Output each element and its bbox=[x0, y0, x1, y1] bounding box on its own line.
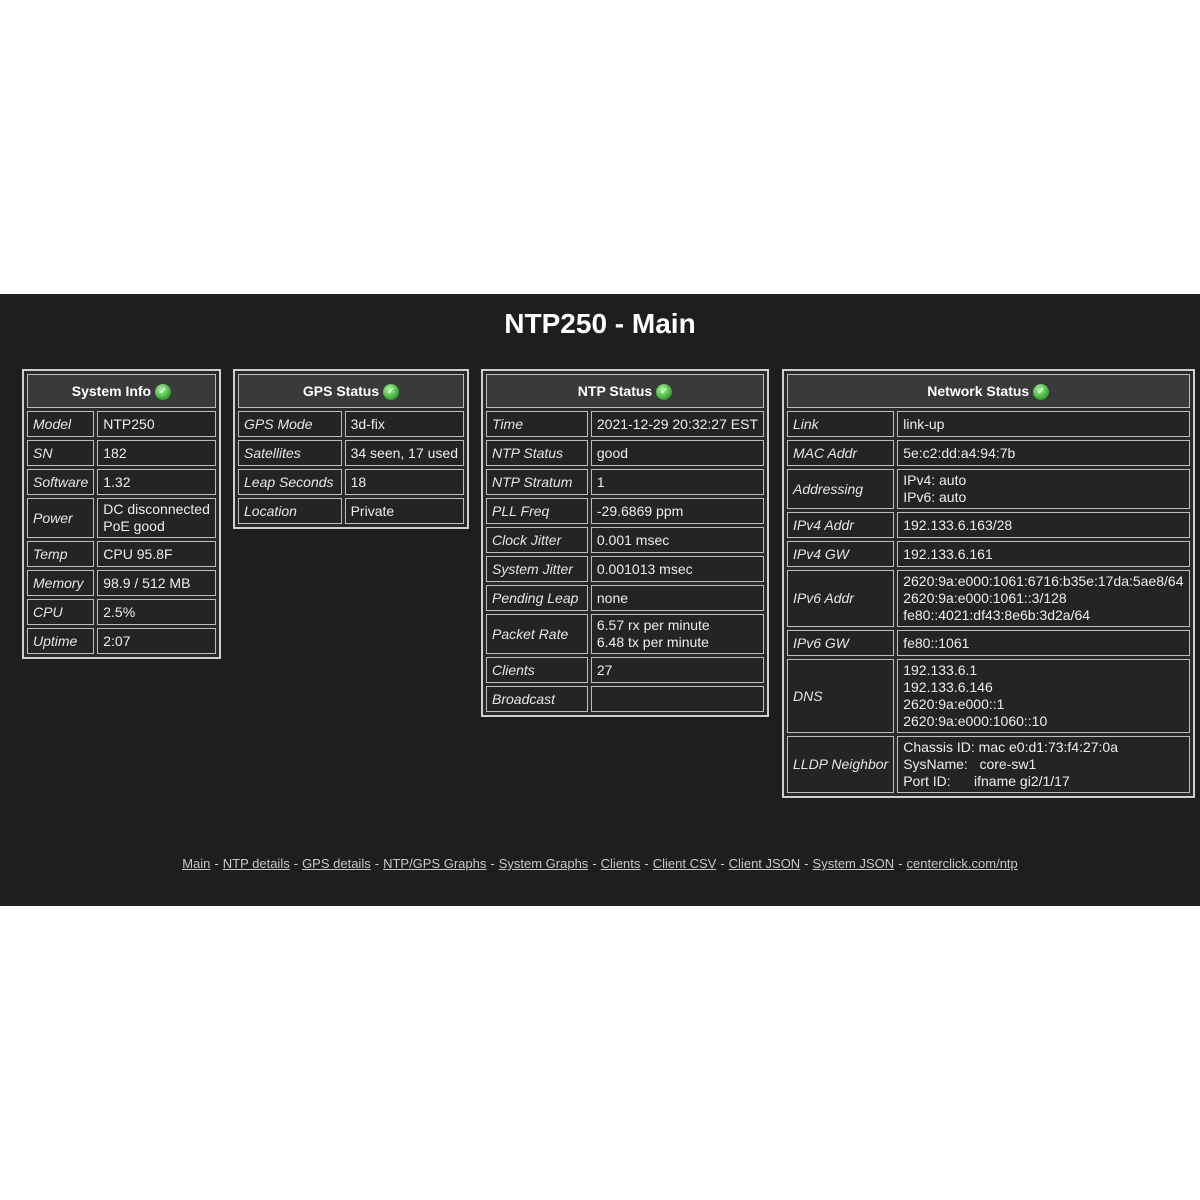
value-line: NTP250 bbox=[103, 415, 155, 432]
row-value-sn bbox=[97, 440, 216, 466]
footer-link-ntp-gps-graphs[interactable]: NTP/GPS Graphs bbox=[383, 856, 487, 871]
table-row bbox=[27, 628, 216, 654]
row-value-leap-seconds bbox=[345, 469, 464, 495]
row-value-satellites bbox=[345, 440, 464, 466]
table-row bbox=[27, 541, 216, 567]
row-value-temp bbox=[97, 541, 216, 567]
row-label-pending-leap: Pending Leap bbox=[486, 585, 588, 611]
value-line: none bbox=[596, 589, 629, 606]
value-line: Private bbox=[350, 502, 395, 519]
table-row bbox=[787, 736, 1190, 793]
footer-separator: - bbox=[490, 856, 495, 871]
value-line: 2620:9a:e000:1060::10 bbox=[903, 713, 1048, 729]
row-value-ntp-stratum bbox=[591, 469, 764, 495]
footer-separator: - bbox=[374, 856, 380, 871]
row-label-uptime: Uptime bbox=[27, 628, 94, 654]
row-label-power: Power bbox=[27, 498, 94, 538]
table-row bbox=[486, 556, 764, 582]
footer-link-clients[interactable]: Clients bbox=[600, 856, 641, 871]
row-label-system-jitter: System Jitter bbox=[486, 556, 588, 582]
row-value-model bbox=[97, 411, 216, 437]
table-row bbox=[787, 659, 1190, 733]
row-value-broadcast bbox=[591, 686, 764, 712]
status-ok-icon: ✓ bbox=[155, 384, 171, 400]
footer-link-centerclick-com-ntp[interactable]: centerclick.com/ntp bbox=[906, 856, 1018, 871]
value-line: 192.133.6.163/28 bbox=[903, 516, 1013, 533]
value-line: 5e:c2:dd:a4:94:7b bbox=[903, 444, 1016, 461]
row-value-ipv6-gw bbox=[897, 630, 1189, 656]
footer-link-gps-details[interactable]: GPS details bbox=[302, 856, 371, 871]
value-line: 2:07 bbox=[103, 632, 131, 649]
value-line: 1 bbox=[596, 473, 605, 490]
row-label-clients: Clients bbox=[486, 657, 588, 683]
row-label-ipv4-addr: IPv4 Addr bbox=[787, 512, 894, 538]
row-label-time: Time bbox=[486, 411, 588, 437]
row-label-location: Location bbox=[238, 498, 342, 524]
table-row bbox=[27, 599, 216, 625]
value-line: IPv6: auto bbox=[903, 489, 967, 505]
value-line: CPU 95.8F bbox=[103, 545, 173, 562]
value-line: 182 bbox=[103, 444, 127, 461]
row-value-addressing bbox=[897, 469, 1189, 509]
row-value-location bbox=[345, 498, 464, 524]
value-line: SysName: core-sw1 bbox=[903, 756, 1037, 772]
row-label-leap-seconds: Leap Seconds bbox=[238, 469, 342, 495]
status-ok-icon: ✓ bbox=[656, 384, 672, 400]
row-label-broadcast: Broadcast bbox=[486, 686, 588, 712]
table-row bbox=[486, 411, 764, 437]
value-line: 3d-fix bbox=[350, 415, 385, 432]
value-line: 0.001 msec bbox=[596, 531, 670, 548]
value-line: 98.9 / 512 MB bbox=[103, 574, 191, 591]
ntp-status-title: NTP Status bbox=[577, 382, 653, 399]
row-value-dns bbox=[897, 659, 1189, 733]
footer-link-client-csv[interactable]: Client CSV bbox=[652, 856, 717, 871]
value-line: 34 seen, 17 used bbox=[350, 444, 458, 461]
footer-separator: - bbox=[644, 856, 649, 871]
footer-separator: - bbox=[720, 856, 725, 871]
system-info-header bbox=[27, 374, 216, 408]
row-label-mac-addr: MAC Addr bbox=[787, 440, 894, 466]
table-row bbox=[486, 614, 764, 654]
row-value-gps-mode bbox=[345, 411, 464, 437]
value-line: 192.133.6.161 bbox=[903, 545, 993, 562]
table-row bbox=[787, 570, 1190, 627]
value-line: 27 bbox=[596, 661, 613, 678]
gps-status-header bbox=[238, 374, 464, 408]
row-value-ntp-status bbox=[591, 440, 764, 466]
value-line: DC disconnected bbox=[103, 501, 210, 517]
row-value-system-jitter bbox=[591, 556, 764, 582]
row-label-ipv6-gw: IPv6 GW bbox=[787, 630, 894, 656]
row-label-ipv4-gw: IPv4 GW bbox=[787, 541, 894, 567]
row-value-link bbox=[897, 411, 1189, 437]
value-line: 0.001013 msec bbox=[596, 560, 693, 577]
gps-status-table bbox=[233, 369, 469, 529]
gps-status-title: GPS Status bbox=[302, 382, 380, 399]
row-value-pending-leap bbox=[591, 585, 764, 611]
row-label-gps-mode: GPS Mode bbox=[238, 411, 342, 437]
row-value-lldp-neighbor bbox=[897, 736, 1189, 793]
footer-separator: - bbox=[804, 856, 809, 871]
row-label-ntp-stratum: NTP Stratum bbox=[486, 469, 588, 495]
value-line: fe80::4021:df43:8e6b:3d2a/64 bbox=[903, 607, 1091, 623]
row-label-dns: DNS bbox=[787, 659, 894, 733]
row-value-clock-jitter bbox=[591, 527, 764, 553]
value-line: 2620:9a:e000::1 bbox=[903, 696, 1005, 712]
row-value-mac-addr bbox=[897, 440, 1189, 466]
table-row bbox=[787, 512, 1190, 538]
row-value-clients bbox=[591, 657, 764, 683]
table-row bbox=[238, 498, 464, 524]
value-line: 6.48 tx per minute bbox=[596, 634, 709, 650]
table-row bbox=[787, 630, 1190, 656]
value-line bbox=[597, 691, 758, 708]
table-row bbox=[486, 585, 764, 611]
table-row bbox=[27, 440, 216, 466]
value-line: 18 bbox=[350, 473, 367, 490]
table-row bbox=[27, 498, 216, 538]
system-info-title: System Info bbox=[71, 382, 152, 399]
value-line: fe80::1061 bbox=[903, 634, 970, 651]
footer-separator: - bbox=[214, 856, 219, 871]
table-row bbox=[486, 527, 764, 553]
network-status-title: Network Status bbox=[927, 382, 1030, 399]
network-status-table bbox=[782, 369, 1195, 798]
value-line: 2620:9a:e000:1061:6716:b35e:17da:5ae8/64 bbox=[903, 573, 1184, 589]
value-line: 192.133.6.146 bbox=[903, 679, 993, 695]
value-line: 2.5% bbox=[103, 603, 136, 620]
status-ok-icon: ✓ bbox=[1033, 384, 1049, 400]
table-row bbox=[486, 657, 764, 683]
footer-link-client-json[interactable]: Client JSON bbox=[728, 856, 801, 871]
table-row bbox=[486, 498, 764, 524]
footer-separator: - bbox=[293, 856, 299, 871]
value-line: Chassis ID: mac e0:d1:73:f4:27:0a bbox=[903, 739, 1119, 755]
row-label-temp: Temp bbox=[27, 541, 94, 567]
status-ok-icon: ✓ bbox=[383, 384, 399, 400]
table-row bbox=[27, 469, 216, 495]
value-line: 192.133.6.1 bbox=[903, 662, 978, 678]
row-label-satellites: Satellites bbox=[238, 440, 342, 466]
row-label-memory: Memory bbox=[27, 570, 94, 596]
value-line: -29.6869 ppm bbox=[596, 502, 684, 519]
row-value-cpu bbox=[97, 599, 216, 625]
network-status-header bbox=[787, 374, 1190, 408]
footer-link-system-graphs[interactable]: System Graphs bbox=[498, 856, 589, 871]
row-value-uptime bbox=[97, 628, 216, 654]
row-value-pll-freq bbox=[591, 498, 764, 524]
row-label-link: Link bbox=[787, 411, 894, 437]
footer-link-ntp-details[interactable]: NTP details bbox=[222, 856, 290, 871]
table-row bbox=[787, 541, 1190, 567]
row-label-cpu: CPU bbox=[27, 599, 94, 625]
ntp-status-header bbox=[486, 374, 764, 408]
footer-separator: - bbox=[898, 856, 903, 871]
row-label-ipv6-addr: IPv6 Addr bbox=[787, 570, 894, 627]
value-line: IPv4: auto bbox=[903, 472, 967, 488]
row-label-sn: SN bbox=[27, 440, 94, 466]
value-line: 2620:9a:e000:1061::3/128 bbox=[903, 590, 1067, 606]
value-line: 6.57 rx per minute bbox=[596, 617, 710, 633]
row-value-memory bbox=[97, 570, 216, 596]
row-label-model: Model bbox=[27, 411, 94, 437]
footer-separator: - bbox=[592, 856, 597, 871]
row-label-ntp-status: NTP Status bbox=[486, 440, 588, 466]
table-row bbox=[27, 411, 216, 437]
page-title: NTP250 - Main bbox=[504, 308, 696, 339]
row-label-clock-jitter: Clock Jitter bbox=[486, 527, 588, 553]
footer-nav bbox=[0, 856, 1200, 871]
row-label-software: Software bbox=[27, 469, 94, 495]
row-value-ipv4-gw bbox=[897, 541, 1189, 567]
row-value-software bbox=[97, 469, 216, 495]
table-row bbox=[27, 570, 216, 596]
table-row bbox=[787, 440, 1190, 466]
value-line: PoE good bbox=[103, 518, 165, 534]
table-row bbox=[238, 440, 464, 466]
table-row bbox=[787, 469, 1190, 509]
table-row bbox=[787, 411, 1190, 437]
row-value-packet-rate bbox=[591, 614, 764, 654]
table-row bbox=[486, 440, 764, 466]
row-value-power bbox=[97, 498, 216, 538]
value-line: good bbox=[596, 444, 629, 461]
footer-link-main[interactable]: Main bbox=[182, 856, 211, 871]
value-line: link-up bbox=[903, 415, 945, 432]
table-row bbox=[238, 469, 464, 495]
row-label-lldp-neighbor: LLDP Neighbor bbox=[787, 736, 894, 793]
footer-link-system-json[interactable]: System JSON bbox=[812, 856, 895, 871]
row-value-time bbox=[591, 411, 764, 437]
row-label-packet-rate: Packet Rate bbox=[486, 614, 588, 654]
value-line: Port ID: ifname gi2/1/17 bbox=[903, 773, 1070, 789]
table-row bbox=[238, 411, 464, 437]
value-line: 1.32 bbox=[103, 473, 131, 490]
system-info-table bbox=[22, 369, 221, 659]
row-label-addressing: Addressing bbox=[787, 469, 894, 509]
row-value-ipv6-addr bbox=[897, 570, 1189, 627]
ntp-status-table bbox=[481, 369, 769, 717]
row-value-ipv4-addr bbox=[897, 512, 1189, 538]
table-row bbox=[486, 686, 764, 712]
table-row bbox=[486, 469, 764, 495]
row-label-pll-freq: PLL Freq bbox=[486, 498, 588, 524]
value-line: 2021-12-29 20:32:27 EST bbox=[596, 415, 758, 432]
